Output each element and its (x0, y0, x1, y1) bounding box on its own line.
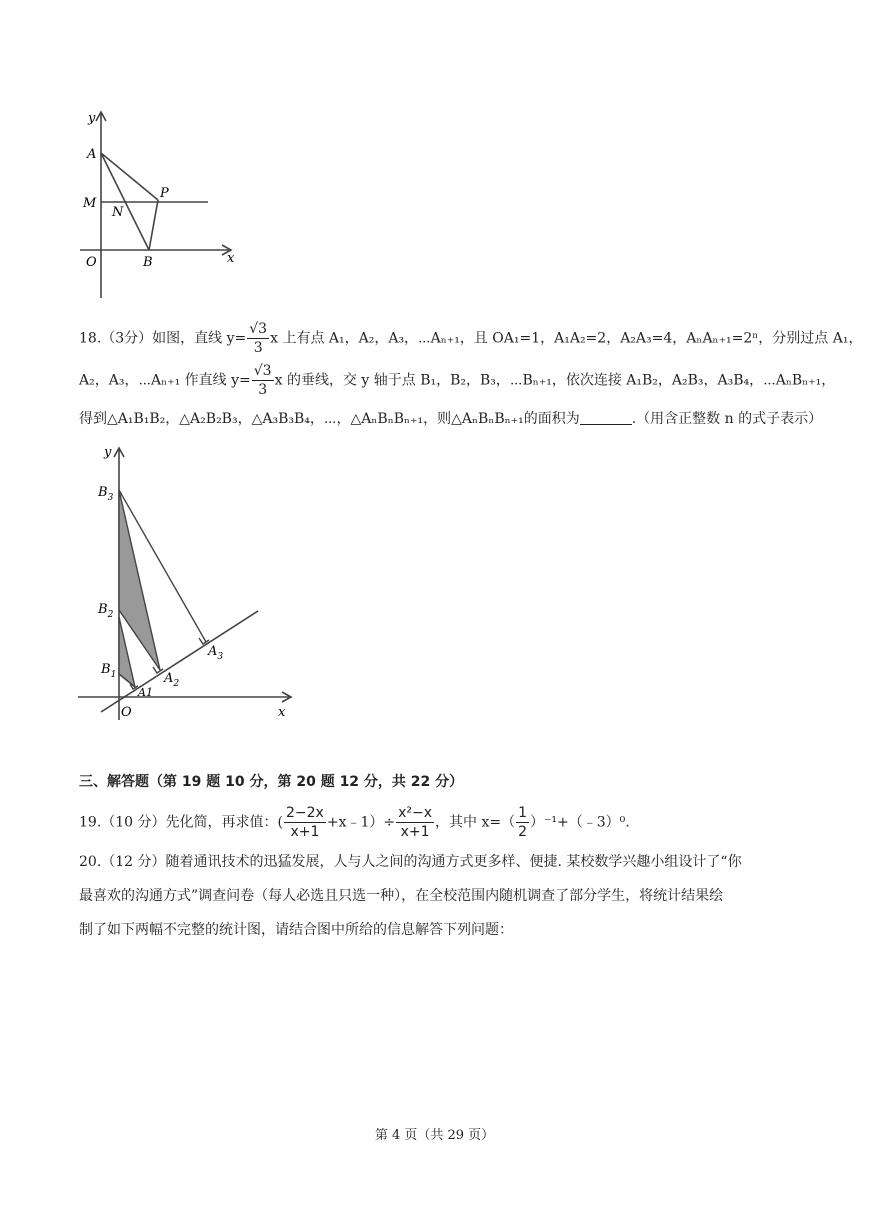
q18-fraction-2 (252, 362, 274, 399)
q18-frac-num: √3 (249, 321, 268, 337)
fig1-label-N: N (112, 205, 124, 220)
q20-line1: 20.（12 分）随着通讯技术的迅猛发展，人与人之间的沟通方式更多样、便捷. 某校数学兴趣小组设计了“你 (79, 854, 742, 870)
q20-line2: 最喜欢的沟通方式”调查问卷（每人必选且只选一种），在全校范围内随机调查了部分学生，将统计结果绘 (79, 888, 724, 904)
q19-prefix: 19.（10 分）先化简，再求值：( (79, 814, 283, 831)
q18-prefix: 18.（3分）如图，直线 y= (79, 330, 247, 347)
q19-fraction-2 (396, 804, 434, 841)
fig1-label-y: y (88, 111, 96, 126)
q19-frac1-den: x+1 (290, 824, 320, 840)
fig2-label-A3: $A_3$ (208, 644, 224, 662)
q19-frac3-den: 2 (518, 824, 528, 840)
fig2-label-A1: A1 (138, 686, 153, 699)
fig2-label-B2: $B_2$ (98, 602, 114, 620)
q19-fraction-1 (284, 804, 326, 841)
q18-fraction (247, 320, 269, 357)
fig1-label-x: x (227, 251, 235, 266)
q18-line2 (79, 362, 835, 399)
q19-mid2: ，其中 x=（ (435, 814, 516, 831)
fig1-label-O: O (86, 255, 97, 270)
fig2-label-A2: $A_2$ (164, 671, 180, 689)
q18-line2-pre: A₂，A₃，⋯Aₙ₊₁ 作直线 y= (79, 372, 251, 389)
q18-line1-rest: x 上有点 A₁，A₂，A₃，⋯Aₙ₊₁，且 OA₁=1，A₁A₂=2，A₂A₃=4，AₙAₙ₊₁=2ⁿ，分别过点 A₁， (270, 330, 863, 347)
q19-frac1-num: 2−2x (286, 805, 324, 821)
fig1-label-M: M (83, 196, 97, 211)
fig1-label-P: P (160, 186, 169, 201)
q19-frac2-den: x+1 (400, 824, 430, 840)
q18-frac-den: 3 (253, 340, 263, 356)
q19-mid1: +x﹣1）÷ (326, 814, 396, 831)
q18-line2-post: x 的垂线，交 y 轴于点 B₁，B₂，B₃，⋯Bₙ₊₁，依次连接 A₁B₂，A₂B₃，A₃B₄，⋯AₙBₙ₊₁， (274, 372, 836, 389)
fig2-label-B3: $B_3$ (98, 485, 114, 503)
fig2-label-y: y (104, 445, 112, 460)
q18-line1 (79, 320, 862, 357)
q18-line3 (79, 409, 822, 429)
q19-frac2-num: x²−x (398, 805, 433, 821)
q19-fraction-3 (516, 804, 529, 841)
fig2-label-B1: $B_1$ (101, 662, 117, 680)
section-heading: 三、解答题（第 19 题 10 分，第 20 题 12 分，共 22 分） (79, 774, 464, 790)
answer-blank (580, 410, 632, 425)
q19-suffix: ）⁻¹+（﹣3）⁰. (530, 814, 630, 831)
figure-point-geometry (70, 108, 250, 303)
fig2-label-x: x (278, 705, 286, 720)
figure-triangles-sequence (75, 440, 300, 725)
q20-line3: 制了如下两幅不完整的统计图，请结合图中所给的信息解答下列问题： (79, 922, 513, 938)
q19-line (79, 804, 630, 841)
q18-line3-post: .（用含正整数 n 的式子表示） (631, 411, 823, 427)
page-footer: 第 4 页（共 29 页） (374, 1128, 495, 1143)
q18-frac2-den: 3 (258, 382, 268, 398)
q19-frac3-num: 1 (518, 805, 528, 821)
q18-frac2-num: √3 (253, 363, 272, 379)
fig1-label-B: B (143, 255, 153, 270)
fig1-label-A: A (87, 147, 97, 162)
q18-line3-pre: 得到△A₁B₁B₂，△A₂B₂B₃，△A₃B₃B₄，⋯，△AₙBₙBₙ₊₁，则△AₙBₙBₙ₊₁的面积为 (79, 411, 580, 427)
fig2-label-O: O (121, 705, 132, 720)
